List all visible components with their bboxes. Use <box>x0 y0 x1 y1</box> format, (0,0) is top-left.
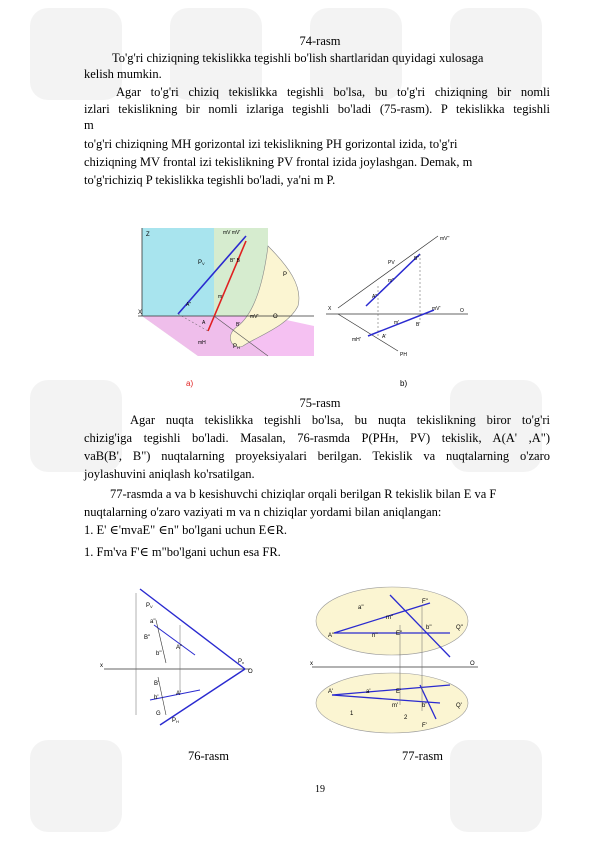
label-o: O <box>273 314 278 320</box>
caption-75: 75-rasm <box>299 396 341 410</box>
list-item-1: 1. E' ∈'mvaE" ∈n" bo'lgani uchun E∈R. <box>84 523 288 537</box>
label-o-b: O <box>460 308 464 314</box>
trace-pv <box>338 236 438 308</box>
figure-75b <box>326 236 468 388</box>
label-z: Z <box>146 232 150 238</box>
label-ph-b: PH <box>400 352 407 358</box>
para2-line1: Agar to'g'ri chiziq tekislikka tegishli bo'lsa, bu to'g'ri chiziqning bir nomli <box>116 85 550 99</box>
label-a2-b: A'' <box>372 294 378 300</box>
figure-76 <box>100 585 260 730</box>
label-m2-b: m'' <box>388 278 395 284</box>
label-x-76: x <box>100 663 103 669</box>
label-m1-77: m' <box>392 703 399 709</box>
label-a2: A'' <box>186 302 192 308</box>
frontal-plane <box>142 228 214 316</box>
trace-ph-b <box>338 314 398 351</box>
figure-77 <box>310 585 480 735</box>
label-b-panel: b) <box>400 379 408 388</box>
label-x-b: X <box>328 306 332 312</box>
caption-74: 74-rasm <box>299 34 341 48</box>
label-b2: B'' B <box>230 258 240 264</box>
horizontal-plane <box>142 316 314 356</box>
label-mh: mH <box>198 340 206 346</box>
label-f2-77: F'' <box>422 599 428 605</box>
label-m1-b: m' <box>394 320 400 326</box>
label-g-76: G <box>156 711 161 717</box>
label-a2p-76: A'' <box>176 645 183 651</box>
page-number: 19 <box>315 784 325 795</box>
label-a1-b: A' <box>382 334 387 340</box>
label-ph-76: PH <box>172 718 179 724</box>
label-o-77: O <box>470 661 475 667</box>
para3-line3: vaB(B', B") nuqtalarning proyeksiyalari berilgan. Tekislik va nuqtalarning o'zaro <box>84 449 550 463</box>
list-item-2: 1. Fm'va F'∈ m"bo'lgani uchun esa FR. <box>84 545 281 559</box>
label-p: P <box>283 272 288 278</box>
label-m2-77: m'' <box>386 615 394 621</box>
figure-75a <box>138 228 314 388</box>
label-b1-76: B' <box>154 681 160 687</box>
label-e1-77: E' <box>396 689 402 695</box>
label-a1-76: A' <box>176 691 182 697</box>
label-b1: B' <box>236 322 241 328</box>
para2-line2: izlari tekislikning bir nomli izlariga tegishli bo'ladi (75-rasm). P tekislikka tegishli <box>84 102 550 116</box>
label-ap1-77: A' <box>328 689 334 695</box>
para3-line1: Agar nuqta tekislikka tegishli bo'lsa, bu nuqta tekislikning biror to'g'ri <box>130 413 550 427</box>
label-pv: PV <box>198 260 205 266</box>
watermark-square <box>30 8 122 100</box>
para3-line2: chizig'iga tegishli bo'ladi. Masalan, 76-rasmda P(PHн, PV) tekislik, A(A' ,A") <box>84 431 550 445</box>
trace-ph-76 <box>160 669 245 725</box>
line-b1 <box>158 677 166 715</box>
label-b2-77: b'' <box>426 625 432 631</box>
caption-76: 76-rasm <box>188 749 229 763</box>
para3-line4: joylashuvini aniqlash ko'rsatilgan. <box>84 467 255 481</box>
label-mv1: mV' <box>250 314 259 320</box>
label-a2-76: a'' <box>150 619 156 625</box>
para2-line3: m <box>84 118 94 132</box>
para1-line2: kelish mumkin. <box>84 67 162 81</box>
label-a2-77: a'' <box>358 605 364 611</box>
caption-77: 77-rasm <box>402 749 443 763</box>
label-pv-b: PV <box>388 260 395 266</box>
para2-line6: to'g'richiziq P tekislikka tegishli bo'ladi, ya'ni m P. <box>84 173 336 187</box>
label-a1-77: a' <box>366 689 371 695</box>
label-b2-b: B'' <box>414 256 420 262</box>
label-b1l-76: b' <box>154 695 159 701</box>
label-1-77: 1 <box>350 711 354 717</box>
label-mv: mV mV' <box>223 230 241 236</box>
para4-line1: 77-rasmda a va b kesishuvchi chiziqlar orqali berilgan R tekislik bilan E va F <box>110 487 497 501</box>
figure-75 <box>138 226 468 390</box>
label-f1-77: F' <box>422 723 427 729</box>
trace-pv-76 <box>140 589 245 669</box>
label-ph: PH <box>233 344 240 350</box>
label-b1-77: b' <box>422 703 427 709</box>
label-q2-77: Q'' <box>456 625 463 631</box>
label-e2-77: E'' <box>396 631 403 637</box>
para2-line5: chiziqning MV frontal izi tekislikning PV frontal izida joylashgan. Demak, m <box>84 155 473 169</box>
label-b2u-76: B'' <box>144 635 151 641</box>
label-mv-b: mV'' <box>440 236 450 242</box>
label-x-77: x <box>310 661 313 667</box>
label-b1-b: B' <box>416 322 421 328</box>
label-pv-76: PV <box>146 603 153 609</box>
label-ap2-77: A'' <box>328 633 335 639</box>
para4-line2: nuqtalarning o'zaro vaziyati m va n chiziqlar yordami bilan aniqlangan: <box>84 505 442 519</box>
label-mh-b: mH' <box>352 337 361 343</box>
para1-line1: To'g'ri chiziqning tekislikka tegishli bo'lish shartlaridan quyidagi xulosaga <box>112 51 484 65</box>
label-b2l-76: b'' <box>156 651 162 657</box>
para2-line4: to'g'ri chiziqning MH gorizontal izi tekislikning PH gorizontal izida, to'g'ri <box>84 137 458 151</box>
label-x: X <box>138 310 143 316</box>
label-q1-77: Q' <box>456 703 462 709</box>
label-m: m <box>218 294 223 300</box>
label-mv1-b: mV' <box>432 306 441 312</box>
label-o-76: O <box>248 669 253 675</box>
label-a: A <box>202 320 206 326</box>
label-2-77: 2 <box>404 715 408 721</box>
label-n2-77: n'' <box>372 633 378 639</box>
label-px-76: Px <box>238 659 245 665</box>
label-a-panel: a) <box>186 379 194 388</box>
